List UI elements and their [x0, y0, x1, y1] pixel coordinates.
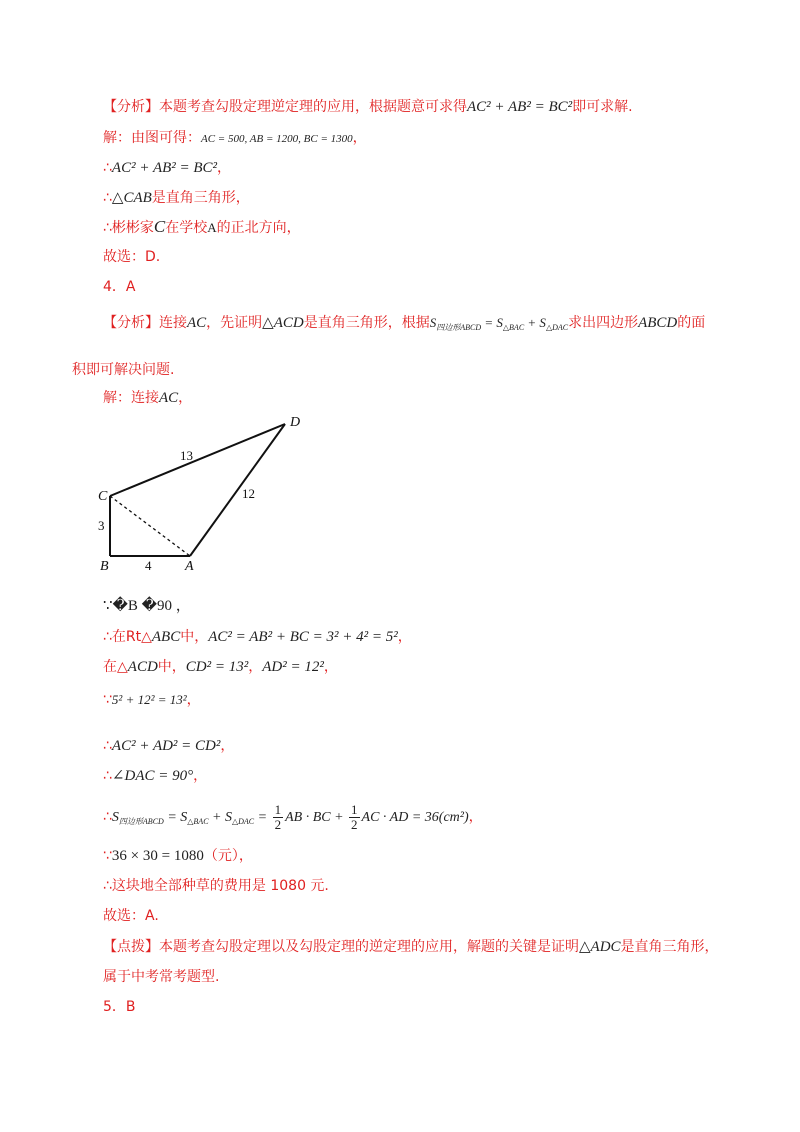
- solution-2-line-7: $\therefore S_{四边形ABCD} = S_{\triangle BAC} + S_{\triangle DAC}$ = $\frac{1}{2}$ AB · BC + $\frac{1}{2}$ AC · AD = 36(cm²)，: [103, 802, 483, 833]
- length-cd: 13: [180, 448, 193, 463]
- solution-2-line-5: ∴AC² + AD² = CD²，: [103, 738, 235, 754]
- question-5-answer: 5．B: [103, 999, 136, 1015]
- label-c: C: [98, 489, 108, 504]
- solution-1-answer: 故选：D.: [103, 249, 161, 265]
- solution-2-line-4: ∵5² + 12² = 13²，: [103, 692, 201, 708]
- label-d: D: [290, 415, 301, 430]
- diagonal-ca: [110, 496, 190, 556]
- solution-2-line-3: 在△ACD中，CD² = 13²，AD² = 12²，: [103, 659, 338, 675]
- note-line-2: 属于中考常考题型.: [103, 969, 220, 985]
- solution-2-line-0: 解：连接AC，: [103, 390, 193, 406]
- analysis-2-line-2: 积即可解决问题.: [72, 362, 175, 378]
- solution-2-answer: 故选：A.: [103, 908, 159, 924]
- note-tag: 【点拨】: [103, 939, 159, 955]
- solution-1-line-1: 解：由图可得：AC = 500, AB = 1200, BC = 1300，: [103, 130, 367, 146]
- solution-2-line-2: ∴在Rt△ABC中，AC² = AB² + BC = 3² + 4² = 5²，: [103, 629, 412, 645]
- label-b: B: [100, 559, 109, 574]
- quadrilateral-diagram: [90, 410, 320, 580]
- quadrilateral-figure: [90, 410, 320, 580]
- length-ad: 12: [242, 486, 255, 501]
- fraction-half: $\frac{1}{2}$: [351, 802, 358, 833]
- fraction-half: $\frac{1}{2}$: [274, 802, 282, 833]
- analysis-2-line-1: 【分析】连接AC，先证明△ACD是直角三角形，根据$S_{四边形ABCD} = S_{\triangle BAC} + S_{\triangle DAC}$求出四边形ABCD的面: [103, 315, 706, 332]
- solution-1-line-2: ∴AC² + AB² = BC²，: [103, 160, 232, 176]
- question-4-answer: 4．A: [103, 279, 136, 295]
- solution-1-line-3: ∴△CAB是直角三角形，: [103, 190, 250, 206]
- solution-1-line-4: ∴彬彬家C在学校A的正北方向，: [103, 217, 301, 236]
- solution-2-line-8: ∵36 × 30 = 1080（元），: [103, 848, 253, 864]
- analysis-tag: 【分析】: [103, 315, 159, 331]
- note-line-1: 【点拨】本题考查勾股定理以及勾股定理的逆定理的应用，解题的关键是证明△ADC是直角三角形，: [103, 939, 719, 955]
- label-a: A: [185, 559, 194, 574]
- solution-2-line-6: ∴∠DAC = 90°，: [103, 768, 208, 784]
- solution-2-line-9: ∴这块地全部种草的费用是 1080 元.: [103, 878, 329, 894]
- length-bc: 3: [98, 518, 105, 533]
- analysis-tag: 【分析】: [103, 99, 159, 115]
- analysis-1: 【分析】本题考查勾股定理逆定理的应用，根据题意可求得AC² + AB² = BC²即可求解.: [103, 99, 633, 115]
- solution-2-line-1: ∵�B �90 ，: [103, 598, 191, 614]
- length-ba: 4: [145, 558, 152, 573]
